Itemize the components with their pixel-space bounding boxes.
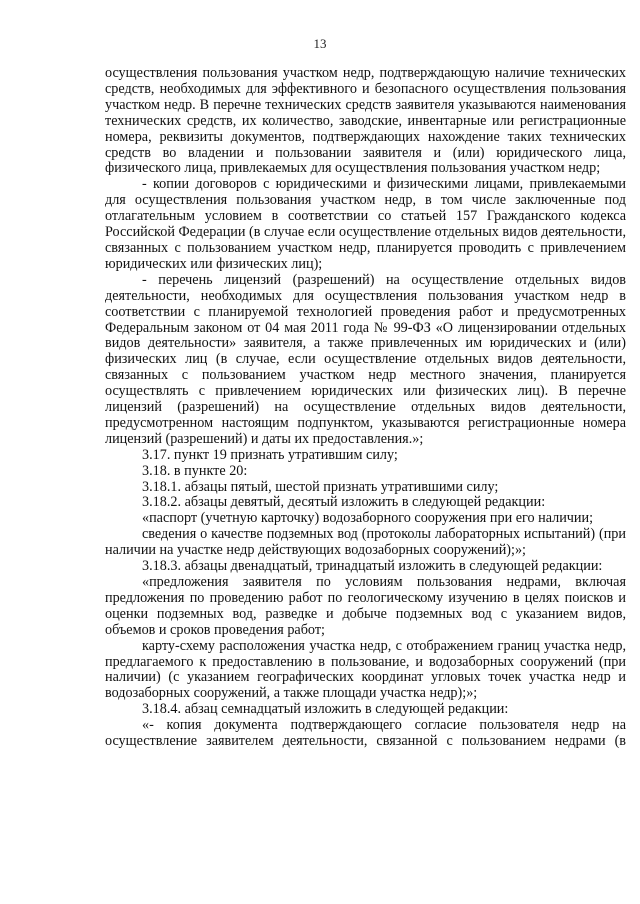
paragraph: - копии договоров с юридическими и физическими лицами, привлекаемыми для осуществления пользования участком недр, в том числе заключенные под отлагательным условием в соответствии со статьей 157 Гражданского кодекса Российской Федерации (в случае если осуществление отдельных видов деятельности, связанных с пользованием участком недр, планируется проводить с привлечением юридических или физических лиц); xyxy=(105,176,626,272)
paragraph: 3.17. пункт 19 признать утратившим силу; xyxy=(142,446,398,463)
paragraph: сведения о качестве подземных вод (протоколы лабораторных испытаний) (при наличии на участке недр действующих водозаборных сооружений);»; xyxy=(105,526,626,559)
paragraph: 3.18.2. абзацы девятый, десятый изложить в следующей редакции: xyxy=(142,494,546,511)
page-number: 13 xyxy=(313,36,327,51)
document-body xyxy=(105,66,626,750)
paragraph: «- копия документа подтверждающего согласие пользователя недр на осуществление заявителем деятельности, связанной с пользованием недрами (в xyxy=(105,717,626,750)
paragraph: «паспорт (учетную карточку) водозаборного сооружения при его наличии; xyxy=(142,510,594,527)
paragraph: 3.18.3. абзацы двенадцатый, тринадцатый изложить в следующей редакции: xyxy=(142,558,603,575)
paragraph: 3.18.4. абзац семнадцатый изложить в следующей редакции: xyxy=(142,701,509,718)
paragraph: - перечень лицензий (разрешений) на осуществление отдельных видов деятельности, необходимых для осуществления пользования участком недр в соответствии с планируемой технологией проведения работ и предусмотренных Федеральным законом от 04 мая 2011 года № 99-ФЗ «О лицензировании отдельных видов деятельности» заявителя, а также привлеченных им юридических и (или) физических лиц (в случае, если осуществление отдельных видов деятельности, связанных с пользованием участком недр местного значения, планируется осуществлять с привлечением юридических или физических лиц). В перечне лицензий (разрешений) на осуществление отдельных видов деятельности, предусмотренном настоящим подпунктом, указываются регистрационные номера лицензий (разрешений) и даты их предоставления.»; xyxy=(105,271,626,447)
paragraph: 3.18. в пункте 20: xyxy=(142,462,248,479)
paragraph: «предложения заявителя по условиям пользования недрами, включая предложения по проведению работ по геологическому изучению в целях поисков и оценки подземных вод, разведке и добыче подземных вод с указанием видов, объемов и сроков проведения работ; xyxy=(105,574,626,638)
paragraph: карту-схему расположения участка недр, с отображением границ участка недр, предлагаемого к предоставлению в пользование, и водозаборных сооружений (при наличии) (с указанием географических координат угловых точек участка недр и водозаборных сооружений, а также площади участка недр);»; xyxy=(105,637,626,702)
paragraph: 3.18.1. абзацы пятый, шестой признать утратившими силу; xyxy=(142,478,499,495)
paragraph: осуществления пользования участком недр, подтверждающую наличие технических средств, необходимых для эффективного и безопасного осуществления пользования участком недр. В перечне технических средств заявителя указываются наименования технических средств, их количество, заводские, инвентарные или регистрационные номера, реквизиты документов, подтверждающих нахождение таких технических средств во владении и пользовании заявителя и (или) юридического лица, физического лица, привлекаемых для осуществления пользования участком недр; xyxy=(105,65,626,177)
